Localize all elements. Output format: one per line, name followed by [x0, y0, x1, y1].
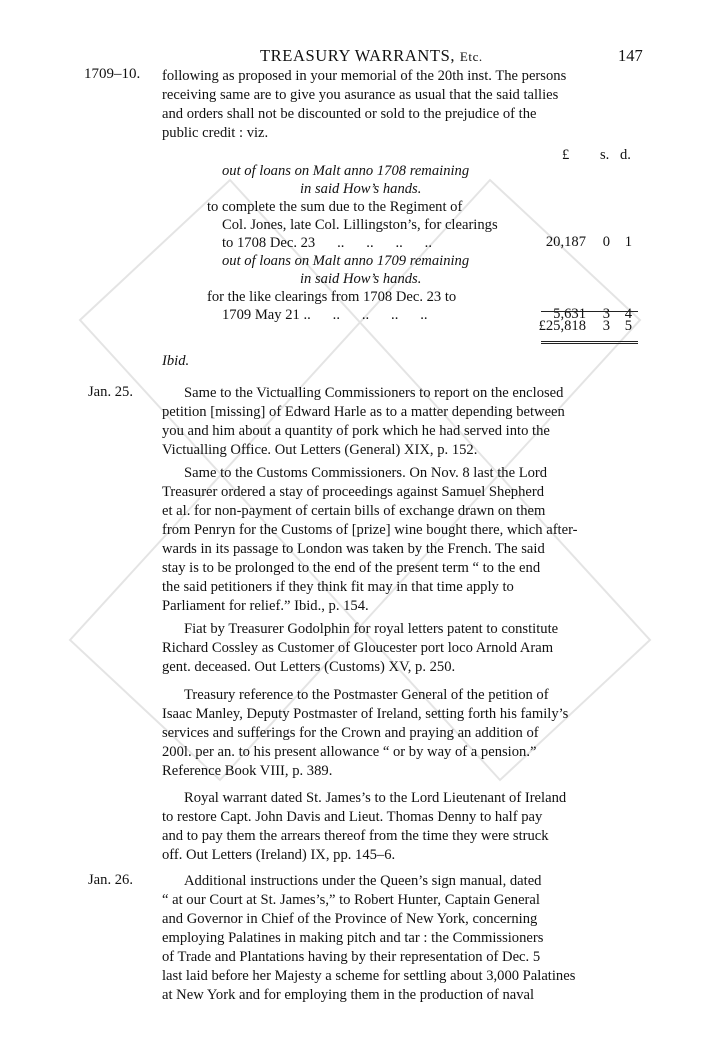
text-line: petition [missing] of Edward Harle as to a matter depending between [162, 404, 565, 420]
page-number: 147 [618, 46, 643, 65]
entry-instructions [162, 872, 637, 1005]
item2-line: 1709 May 21 .. .. .. .. .. [222, 307, 428, 323]
text-line: Parliament for relief.” Ibid., p. 154. [162, 598, 369, 614]
text-line: Fiat by Treasurer Godolphin for royal letters patent to constitute [184, 621, 559, 637]
item1-pounds: 20,187 [545, 234, 586, 250]
text-line: following as proposed in your memorial of the 20th inst. The persons [162, 68, 567, 84]
text-line: wards in its passage to London was taken by the French. The said [162, 541, 545, 557]
item2-pence: 4 [624, 306, 632, 322]
item1-shillings: 0 [602, 234, 610, 250]
margin-year: 1709–10. [84, 66, 141, 82]
total-pence: 5 [624, 318, 632, 334]
text-line: off. Out Letters (Ireland) IX, pp. 145–6. [162, 847, 396, 863]
total-pounds: £25,818 [538, 318, 586, 334]
text-line: services and sufferings for the Crown and praying an addition of [162, 725, 539, 741]
item1-line: to complete the sum due to the Regiment of [207, 199, 463, 215]
entry-customs [162, 464, 637, 616]
text-line: of Trade and Plantations having by their representation of Dec. 5 [162, 949, 541, 965]
opening-paragraph [162, 67, 637, 143]
text-line: stay is to be prolonged to the end of the present term “ to the end [162, 560, 541, 576]
text-line: last laid before her Majesty a scheme for settling about 3,000 Palatines [162, 968, 576, 984]
running-header [0, 46, 720, 68]
text-line: Victualling Office. Out Letters (General) XIX, p. 152. [162, 442, 478, 458]
total-double-rule [541, 341, 638, 344]
entry-postmaster [162, 686, 637, 781]
text-line: public credit : viz. [162, 125, 269, 141]
text-line: receiving same are to give you asurance as usual that the said tallies [162, 87, 559, 103]
ibid-reference: Ibid. [162, 353, 190, 369]
item1-heading-cont: in said How’s hands. [300, 181, 422, 197]
total-shillings: 3 [602, 318, 610, 334]
text-line: to restore Capt. John Davis and Lieut. Thomas Denny to half pay [162, 809, 543, 825]
text-line: Reference Book VIII, p. 389. [162, 763, 333, 779]
entry-victualling [162, 384, 637, 460]
item2-heading-cont: in said How’s hands. [300, 271, 422, 287]
text-line: 200l. per an. to his present allowance “ or by way of a pension.” [162, 744, 537, 760]
item1-line: to 1708 Dec. 23 .. .. .. .. [222, 235, 432, 251]
text-line: Isaac Manley, Deputy Postmaster of Ireland, setting forth his family’s [162, 706, 569, 722]
text-line: Same to the Customs Commissioners. On Nov. 8 last the Lord [184, 465, 548, 481]
text-line: Additional instructions under the Queen’s sign manual, dated [184, 873, 542, 889]
text-line: Richard Cossley as Customer of Gloucester port loco Arnold Aram [162, 640, 554, 656]
item1-heading: out of loans on Malt anno 1708 remaining [222, 163, 470, 179]
col-pence-header: d. [620, 147, 631, 163]
entry-royal-warrant [162, 789, 637, 865]
item2-heading: out of loans on Malt anno 1709 remaining [222, 253, 470, 269]
text-line: and orders shall not be discounted or sold to the prejudice of the [162, 106, 537, 122]
text-line: from Penryn for the Customs of [prize] wine bought there, which after- [162, 522, 578, 538]
text-line: et al. for non-payment of certain bills of exchange drawn on them [162, 503, 546, 519]
text-line: Royal warrant dated St. James’s to the Lord Lieutenant of Ireland [184, 790, 567, 806]
text-line: “ at our Court at St. James’s,” to Robert Hunter, Captain General [162, 892, 540, 908]
item1-pence: 1 [624, 234, 632, 250]
text-line: and Governor in Chief of the Province of New York, concerning [162, 911, 538, 927]
entry-fiat [162, 620, 637, 677]
text-line: employing Palatines in making pitch and tar : the Commissioners [162, 930, 544, 946]
text-line: Treasury reference to the Postmaster General of the petition of [184, 687, 549, 703]
text-line: you and him about a quantity of pork which he had served into the [162, 423, 550, 439]
item2-line: for the like clearings from 1708 Dec. 23 to [207, 289, 457, 305]
col-pounds-header: £ [562, 147, 570, 163]
text-line: Same to the Victualling Commissioners to report on the enclosed [184, 385, 564, 401]
text-line: and to pay them the arrears thereof from the time they were struck [162, 828, 549, 844]
running-title: TREASURY WARRANTS, Etc. [260, 46, 483, 65]
item1-line: Col. Jones, late Col. Lillingston’s, for clearings [222, 217, 498, 233]
subtotal-rule [541, 311, 638, 312]
col-shillings-header: s. [600, 147, 610, 163]
date-note: Jan. 25. [88, 384, 133, 400]
text-line: gent. deceased. Out Letters (Customs) XV, p. 250. [162, 659, 456, 675]
text-line: the said petitioners if they think fit may in that time apply to [162, 579, 514, 595]
date-note: Jan. 26. [88, 872, 133, 888]
item2-shillings: 3 [602, 306, 610, 322]
text-line: Treasurer ordered a stay of proceedings against Samuel Shepherd [162, 484, 545, 500]
item2-pounds: 5,631 [553, 306, 586, 322]
text-line: at New York and for employing them in the production of naval [162, 987, 535, 1003]
